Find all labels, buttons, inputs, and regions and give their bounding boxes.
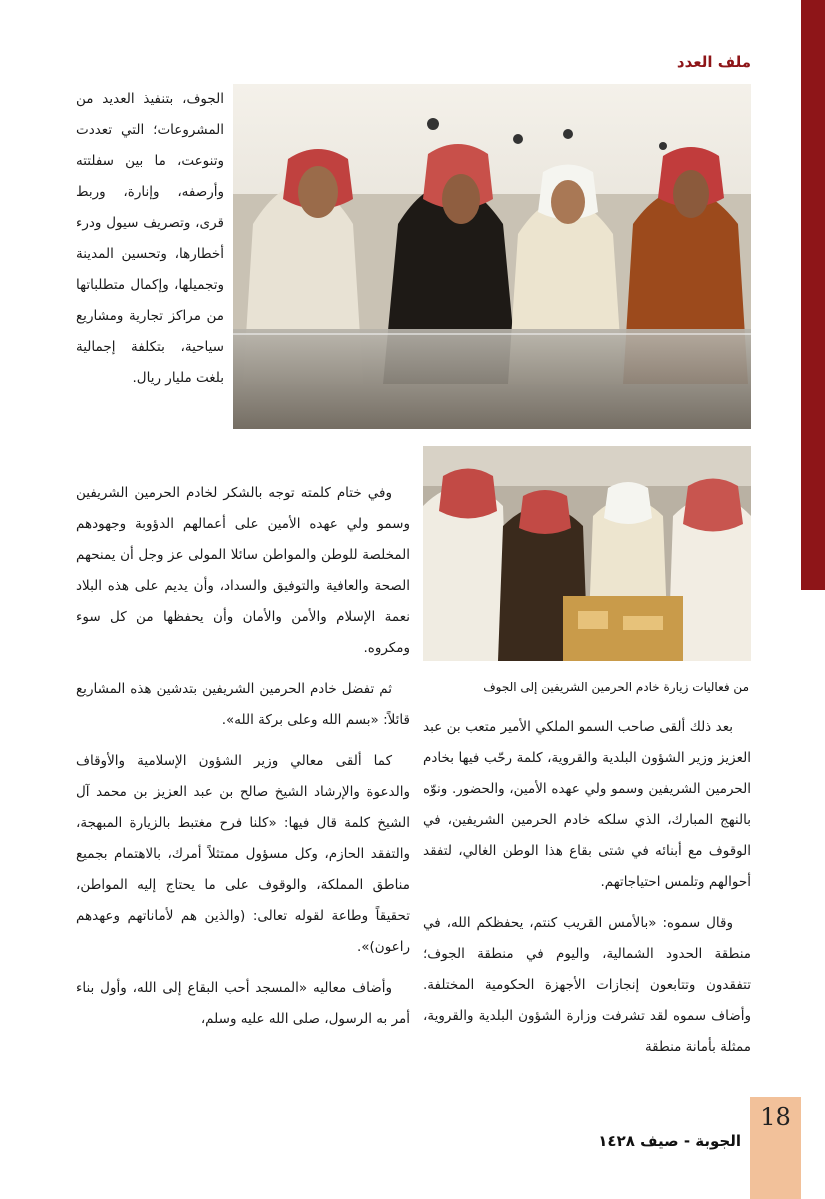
paragraph: كما ألقى معالي وزير الشؤون الإسلامية والأوقاف والدعوة والإرشاد الشيخ صالح بن عبد العزيز بن محمد آل الشيخ كلمة قال فيها: «كلنا فرح مغتبط بالزيارة المبهجة، والتفقد الحازم، وكل مسؤول ممتثلاً أمرك، بالاهتمام بجميع مناطق المملكة، والوقوف على ما يحتاج إليه المواطن، تحقيقاً وطاعة لقوله تعالى: (والذين هم لأماناتهم وعهدهم راعون)». — [76, 753, 410, 955]
photo-ceremony-glass-display — [233, 84, 751, 429]
photo-caption: من فعاليات زيارة خادم الحرمين الشريفين إلى الجوف — [483, 680, 749, 694]
paragraph: وقال سموه: «بالأمس القريب كنتم، يحفظكم الله، في منطقة الحدود الشمالية، واليوم في منطقة الجوف؛ تتفقدون وتتابعون إنجازات الأجهزة الحكومية المختلفة. وأضاف سموه لقد تشرفت وزارة الشؤون البلدية والقروية، ممثلة بأمانة منطقة — [423, 915, 751, 1055]
paragraph: بعد ذلك ألقى صاحب السمو الملكي الأمير متعب بن عبد العزيز وزير الشؤون البلدية والقروية، كلمة رحّب فيها بخادم الحرمين الشريفين وسمو ولي عهده الأمين، والحضور. ونوّه بالنهج المبارك، الذي سلكه خادم الحرمين الشريفين، في الوقوف مع أبنائه في شتى بقاع هذا الوطن الغالي، لتفقد أحوالهم وتلمس احتياجاتهم. — [423, 719, 751, 890]
side-margin — [801, 590, 825, 1199]
photo-ceremony-gold-model — [423, 446, 751, 661]
magazine-issue-label: الجوبة - صيف ١٤٢٨ — [598, 1132, 741, 1150]
paragraph: وفي ختام كلمته توجه بالشكر لخادم الحرمين الشريفين وسمو ولي عهده الأمين على أعمالهم الدؤوبة وجهودهم المخلصة للوطن والمواطن سائلا المولى عز وجل أن يمنحهم الصحة والعافية والتوفيق والسداد، وأن يديم على هذه البلاد نعمة الإسلام والأمن والأمان وأن يحفظها من كل سوء ومكروه. — [76, 485, 410, 656]
paragraph: ثم تفضل خادم الحرمين الشريفين بتدشين هذه المشاريع قائلاً: «بسم الله وعلى بركة الله». — [76, 681, 410, 728]
page-number: 18 — [760, 1103, 791, 1131]
paragraph: الجوف، بتنفيذ العديد من المشروعات؛ التي تعددت وتنوعت، ما بين سفلتته وأرصفه، وإنارة، وربط قرى، وتصريف سيول ودرء أخطارها، وتحسين المدينة وتجميلها، وإكمال متطلباتها من مراكز تجارية ومشاريع سياحية، بتكلفة إجمالية بلغت مليار ريال. — [76, 91, 224, 386]
section-label: ملف العدد — [676, 53, 751, 71]
narrow-text-column — [76, 84, 224, 404]
right-text-column — [423, 712, 751, 1073]
left-text-column — [76, 478, 410, 1045]
accent-side-bar — [801, 0, 825, 590]
paragraph: وأضاف معاليه «المسجد أحب البقاع إلى الله، وأول بناء أمر به الرسول، صلى الله عليه وسلم، — [76, 980, 410, 1027]
